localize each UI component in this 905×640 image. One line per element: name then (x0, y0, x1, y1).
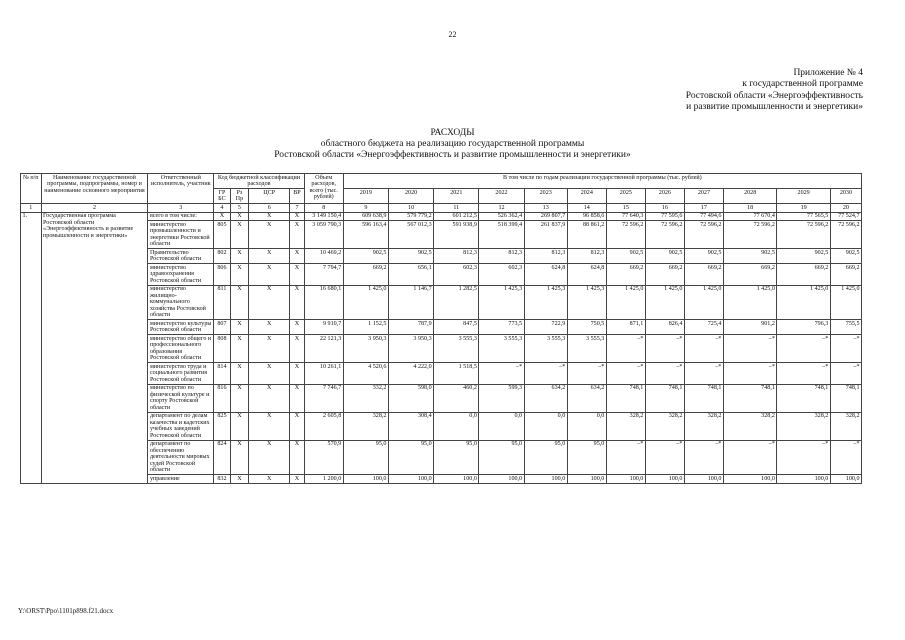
year-value-cell: 567 012,3 (388, 221, 433, 249)
year-value-cell: 669,2 (723, 264, 776, 286)
year-value-cell: –* (830, 363, 861, 385)
column-number-cell: 1 (21, 204, 42, 213)
year-value-cell: 1 425,0 (723, 285, 776, 320)
csr-cell: X (249, 285, 290, 320)
year-value-cell: 1 282,5 (434, 285, 479, 320)
header-year: 2021 (434, 189, 479, 204)
total-cell: 1 200,0 (304, 475, 343, 484)
csr-cell: X (249, 384, 290, 412)
year-value-cell: 269 807,7 (524, 212, 567, 221)
year-value-cell: 77 494,6 (684, 212, 723, 221)
appendix-line: к государственной программе (742, 79, 863, 90)
year-value-cell: 0,0 (479, 412, 524, 440)
year-value-cell: 634,2 (524, 384, 567, 412)
year-value-cell: 72 596,2 (606, 221, 645, 249)
year-value-cell: 261 837,9 (524, 221, 567, 249)
column-number-cell: 8 (304, 204, 343, 213)
header-year: 2029 (777, 189, 830, 204)
year-value-cell: 787,9 (388, 320, 433, 335)
year-value-cell: 812,3 (567, 249, 606, 264)
column-number-row (21, 204, 862, 213)
year-value-cell: 77 670,4 (723, 212, 776, 221)
year-value-cell: –* (606, 440, 645, 475)
csr-cell: X (249, 363, 290, 385)
year-value-cell: 902,5 (684, 249, 723, 264)
year-value-cell: 100,0 (830, 475, 861, 484)
header-year: 2025 (606, 189, 645, 204)
year-value-cell: 1 425,0 (777, 285, 830, 320)
year-value-cell: –* (645, 363, 684, 385)
rzpr-cell: X (230, 363, 249, 385)
year-value-cell: 100,0 (567, 475, 606, 484)
year-value-cell: 812,3 (434, 249, 479, 264)
header-year: 2026 (645, 189, 684, 204)
page-number: 22 (448, 30, 457, 39)
year-value-cell: –* (524, 363, 567, 385)
year-value-cell: 609 638,9 (343, 212, 388, 221)
year-value-cell: 902,5 (645, 249, 684, 264)
header-row (21, 174, 862, 189)
csr-cell: X (249, 221, 290, 249)
year-value-cell: 669,2 (645, 264, 684, 286)
year-value-cell: 0,0 (524, 412, 567, 440)
vr-cell: X (290, 221, 304, 249)
year-value-cell: 796,3 (777, 320, 830, 335)
year-value-cell: 871,1 (606, 320, 645, 335)
header-grbs: ГР БС (214, 189, 230, 204)
year-value-cell: 3 950,3 (388, 335, 433, 363)
year-value-cell: 328,2 (684, 412, 723, 440)
grbs-cell: 825 (214, 412, 230, 440)
year-value-cell: 902,5 (343, 249, 388, 264)
year-value-cell: 328,2 (606, 412, 645, 440)
rzpr-cell: X (230, 264, 249, 286)
rzpr-cell: X (230, 335, 249, 363)
total-cell: 570,9 (304, 440, 343, 475)
header-rzpr: Рз Пр (230, 189, 249, 204)
year-value-cell: 812,3 (524, 249, 567, 264)
appendix-header (686, 68, 863, 114)
expenses-table (20, 173, 862, 484)
year-value-cell: 3 555,3 (524, 335, 567, 363)
year-value-cell: 95,0 (524, 440, 567, 475)
column-number-cell: 7 (290, 204, 304, 213)
vr-cell: X (290, 264, 304, 286)
rzpr-cell: X (230, 320, 249, 335)
grbs-cell: 807 (214, 320, 230, 335)
rzpr-cell: X (230, 440, 249, 475)
year-value-cell: 1 425,3 (567, 285, 606, 320)
column-number-cell: 16 (645, 204, 684, 213)
year-value-cell: 100,0 (645, 475, 684, 484)
column-number-cell: 3 (148, 204, 214, 213)
year-value-cell: 669,2 (777, 264, 830, 286)
year-value-cell: –* (777, 335, 830, 363)
year-value-cell: 656,1 (388, 264, 433, 286)
year-value-cell: 95,0 (388, 440, 433, 475)
column-number-cell: 15 (606, 204, 645, 213)
year-value-cell: 100,0 (388, 475, 433, 484)
year-value-cell: 750,5 (567, 320, 606, 335)
table-row (21, 212, 862, 221)
year-value-cell: 624,8 (524, 264, 567, 286)
year-value-cell: 72 596,2 (684, 221, 723, 249)
total-cell: 10 469,2 (304, 249, 343, 264)
executor-cell: управление (148, 475, 214, 484)
executor-cell: министерство труда и социального развития Ростовской области (148, 363, 214, 385)
title-line: РАСХОДЫ (430, 128, 475, 138)
executor-cell: Правительство Ростовской области (148, 249, 214, 264)
rzpr-cell: X (230, 212, 249, 221)
year-value-cell: 634,2 (567, 384, 606, 412)
total-cell: 7 746,7 (304, 384, 343, 412)
year-value-cell: 902,5 (606, 249, 645, 264)
year-value-cell: 77 565,5 (777, 212, 830, 221)
header-year: 2022 (479, 189, 524, 204)
year-value-cell: 96 858,6 (567, 212, 606, 221)
column-number-cell: 20 (830, 204, 861, 213)
year-value-cell: 1 425,3 (479, 285, 524, 320)
header-year: 2030 (830, 189, 861, 204)
column-number-cell: 9 (343, 204, 388, 213)
csr-cell: X (249, 320, 290, 335)
year-value-cell: 328,2 (723, 412, 776, 440)
year-value-cell: 748,1 (684, 384, 723, 412)
title-line: Ростовской области «Энергоэффективность и развитие промышленности и энергетики» (274, 150, 631, 161)
year-value-cell: 748,1 (645, 384, 684, 412)
column-number-cell: 4 (214, 204, 230, 213)
year-value-cell: –* (645, 440, 684, 475)
year-value-cell: –* (684, 440, 723, 475)
rzpr-cell: X (230, 249, 249, 264)
year-value-cell: –* (479, 363, 524, 385)
csr-cell: X (249, 440, 290, 475)
appendix-line: Ростовской области «Энергоэффективность (685, 90, 863, 101)
year-value-cell: 1 425,0 (343, 285, 388, 320)
year-value-cell: 77 595,6 (645, 212, 684, 221)
column-number-cell: 11 (434, 204, 479, 213)
vr-cell: X (290, 440, 304, 475)
year-value-cell: 77 524,7 (830, 212, 861, 221)
year-value-cell: 902,5 (388, 249, 433, 264)
total-cell: 2 605,8 (304, 412, 343, 440)
year-value-cell: 100,0 (684, 475, 723, 484)
year-value-cell: 460,2 (434, 384, 479, 412)
year-value-cell: –* (777, 440, 830, 475)
executor-cell: министерство по физической культуре и спорту Ростовской области (148, 384, 214, 412)
year-value-cell: 3 555,3 (567, 335, 606, 363)
total-cell: 3 149 150,4 (304, 212, 343, 221)
vr-cell: X (290, 212, 304, 221)
title-line: областного бюджета на реализацию государственной программы (320, 139, 585, 150)
year-value-cell: 598,0 (388, 384, 433, 412)
year-value-cell: 95,0 (343, 440, 388, 475)
appendix-line: Приложение № 4 (793, 68, 863, 78)
year-value-cell: 4 520,6 (343, 363, 388, 385)
csr-cell: X (249, 335, 290, 363)
vr-cell: X (290, 285, 304, 320)
vr-cell: X (290, 335, 304, 363)
total-cell: 16 680,1 (304, 285, 343, 320)
total-cell: 10 261,1 (304, 363, 343, 385)
grbs-cell: 832 (214, 475, 230, 484)
vr-cell: X (290, 249, 304, 264)
year-value-cell: 328,2 (343, 412, 388, 440)
grbs-cell: 824 (214, 440, 230, 475)
column-number-cell: 5 (230, 204, 249, 213)
year-value-cell: 0,0 (434, 412, 479, 440)
year-value-cell: 579 779,2 (388, 212, 433, 221)
year-value-cell: 602,3 (434, 264, 479, 286)
year-value-cell: –* (684, 363, 723, 385)
rzpr-cell: X (230, 412, 249, 440)
year-value-cell: –* (567, 363, 606, 385)
header-year: 2020 (388, 189, 433, 204)
year-value-cell: –* (723, 440, 776, 475)
column-number-cell: 6 (249, 204, 290, 213)
grbs-cell: X (214, 212, 230, 221)
program-number: 1. (21, 212, 42, 483)
year-value-cell: 1 518,5 (434, 363, 479, 385)
column-number-cell: 2 (41, 204, 148, 213)
header-vr: ВР (290, 189, 304, 204)
year-value-cell: 100,0 (606, 475, 645, 484)
total-cell: 22 121,3 (304, 335, 343, 363)
year-value-cell: 328,2 (777, 412, 830, 440)
document-title (0, 128, 905, 162)
year-value-cell: 88 861,2 (567, 221, 606, 249)
expenses-table-wrapper (20, 173, 862, 484)
year-value-cell: 77 640,3 (606, 212, 645, 221)
year-value-cell: –* (830, 440, 861, 475)
executor-cell: министерство общего и профессионального образования Ростовской области (148, 335, 214, 363)
executor-cell: министерство здравоохранения Ростовской области (148, 264, 214, 286)
year-value-cell: –* (723, 335, 776, 363)
vr-cell: X (290, 475, 304, 484)
year-value-cell: 100,0 (777, 475, 830, 484)
year-value-cell: 725,4 (684, 320, 723, 335)
year-value-cell: 669,2 (606, 264, 645, 286)
year-value-cell: 3 555,3 (434, 335, 479, 363)
year-value-cell: 100,0 (434, 475, 479, 484)
year-value-cell: 748,1 (606, 384, 645, 412)
year-value-cell: 599,3 (479, 384, 524, 412)
year-value-cell: 669,2 (343, 264, 388, 286)
header-csr: ЦСР (249, 189, 290, 204)
year-value-cell: 847,5 (434, 320, 479, 335)
executor-cell: министерство культуры Ростовской области (148, 320, 214, 335)
year-value-cell: 1 425,0 (606, 285, 645, 320)
year-value-cell: 72 596,2 (723, 221, 776, 249)
year-value-cell: 3 950,3 (343, 335, 388, 363)
header-years-group: В том числе по годам реализации государственной программы (тыс. рублей) (343, 174, 861, 189)
column-number-cell: 12 (479, 204, 524, 213)
year-value-cell: 722,9 (524, 320, 567, 335)
header-year: 2028 (723, 189, 776, 204)
header-year: 2027 (684, 189, 723, 204)
rzpr-cell: X (230, 475, 249, 484)
total-cell: 7 794,7 (304, 264, 343, 286)
vr-cell: X (290, 412, 304, 440)
year-value-cell: 773,5 (479, 320, 524, 335)
year-value-cell: –* (777, 363, 830, 385)
year-value-cell: 100,0 (343, 475, 388, 484)
year-value-cell: –* (684, 335, 723, 363)
year-value-cell: 826,4 (645, 320, 684, 335)
year-value-cell: –* (723, 363, 776, 385)
vr-cell: X (290, 384, 304, 412)
column-number-cell: 14 (567, 204, 606, 213)
header-name: Наименование государственной программы, подпрограммы, номер и наименование основного мероприятия (41, 174, 148, 204)
year-value-cell: 1 425,0 (645, 285, 684, 320)
vr-cell: X (290, 320, 304, 335)
executor-cell: министерство жилищно-коммунального хозяйства Ростовской области (148, 285, 214, 320)
year-value-cell: 95,0 (434, 440, 479, 475)
year-value-cell: 3 555,3 (479, 335, 524, 363)
csr-cell: X (249, 264, 290, 286)
year-value-cell: 902,5 (777, 249, 830, 264)
header-num: № п/п (21, 174, 42, 204)
year-value-cell: 0,0 (567, 412, 606, 440)
year-value-cell: 100,0 (479, 475, 524, 484)
column-number-cell: 19 (777, 204, 830, 213)
csr-cell: X (249, 412, 290, 440)
year-value-cell: 669,2 (830, 264, 861, 286)
grbs-cell: 802 (214, 249, 230, 264)
year-value-cell: 591 938,9 (434, 221, 479, 249)
rzpr-cell: X (230, 384, 249, 412)
year-value-cell: 308,4 (388, 412, 433, 440)
csr-cell: X (249, 475, 290, 484)
header-budget-code: Код бюджетной классификации расходов (214, 174, 304, 189)
year-value-cell: 748,1 (777, 384, 830, 412)
grbs-cell: 808 (214, 335, 230, 363)
total-cell: 3 059 790,3 (304, 221, 343, 249)
year-value-cell: 1 425,0 (684, 285, 723, 320)
year-value-cell: –* (645, 335, 684, 363)
vr-cell: X (290, 363, 304, 385)
year-value-cell: 328,2 (645, 412, 684, 440)
year-value-cell: 72 596,2 (645, 221, 684, 249)
program-name: Государственная программа Ростовской области «Энергоэффективность и развитие промышленности и энергетики» (41, 212, 148, 483)
header-year: 2023 (524, 189, 567, 204)
year-value-cell: 902,5 (723, 249, 776, 264)
grbs-cell: 805 (214, 221, 230, 249)
year-value-cell: 100,0 (524, 475, 567, 484)
year-value-cell: 755,5 (830, 320, 861, 335)
year-value-cell: 100,0 (723, 475, 776, 484)
year-value-cell: –* (606, 363, 645, 385)
year-value-cell: 518 399,4 (479, 221, 524, 249)
year-value-cell: 72 596,2 (777, 221, 830, 249)
year-value-cell: 812,3 (479, 249, 524, 264)
grbs-cell: 814 (214, 363, 230, 385)
year-value-cell: 596 163,4 (343, 221, 388, 249)
rzpr-cell: X (230, 221, 249, 249)
header-executor: Ответственный исполнитель, участник (148, 174, 214, 204)
grbs-cell: 816 (214, 384, 230, 412)
rzpr-cell: X (230, 285, 249, 320)
year-value-cell: –* (606, 335, 645, 363)
year-value-cell: 902,5 (830, 249, 861, 264)
year-value-cell: 1 425,3 (524, 285, 567, 320)
year-value-cell: 72 596,2 (830, 221, 861, 249)
header-year: 2024 (567, 189, 606, 204)
csr-cell: X (249, 212, 290, 221)
year-value-cell: 669,2 (684, 264, 723, 286)
total-cell: 9 910,7 (304, 320, 343, 335)
year-value-cell: 95,0 (479, 440, 524, 475)
executor-cell: департамент по делам казачества и кадетских учебных заведений Ростовской области (148, 412, 214, 440)
year-value-cell: 1 146,7 (388, 285, 433, 320)
year-value-cell: 332,2 (343, 384, 388, 412)
year-value-cell: 328,2 (830, 412, 861, 440)
year-value-cell: 624,8 (567, 264, 606, 286)
column-number-cell: 10 (388, 204, 433, 213)
executor-cell: всего в том числе: (148, 212, 214, 221)
year-value-cell: –* (830, 335, 861, 363)
column-number-cell: 13 (524, 204, 567, 213)
executor-cell: министерство промышленности и энергетики Ростовской области (148, 221, 214, 249)
year-value-cell: 4 222,0 (388, 363, 433, 385)
appendix-line: и развитие промышленности и энергетики» (686, 102, 863, 113)
file-path-footer: Y:\ORST\Ppo\1101p898.f21.docx (18, 607, 114, 615)
year-value-cell: 602,3 (479, 264, 524, 286)
column-number-cell: 18 (723, 204, 776, 213)
header-total: Объем расходов, всего (тыс. рублей) (304, 174, 343, 204)
year-value-cell: 601 212,5 (434, 212, 479, 221)
year-value-cell: 901,2 (723, 320, 776, 335)
year-value-cell: 1 425,0 (830, 285, 861, 320)
year-value-cell: 748,1 (830, 384, 861, 412)
csr-cell: X (249, 249, 290, 264)
year-value-cell: 526 362,4 (479, 212, 524, 221)
grbs-cell: 811 (214, 285, 230, 320)
year-value-cell: 95,0 (567, 440, 606, 475)
grbs-cell: 806 (214, 264, 230, 286)
header-year: 2019 (343, 189, 388, 204)
executor-cell: департамент по обеспечению деятельности мировых судей Ростовской области (148, 440, 214, 475)
year-value-cell: 1 152,5 (343, 320, 388, 335)
year-value-cell: 748,1 (723, 384, 776, 412)
column-number-cell: 17 (684, 204, 723, 213)
